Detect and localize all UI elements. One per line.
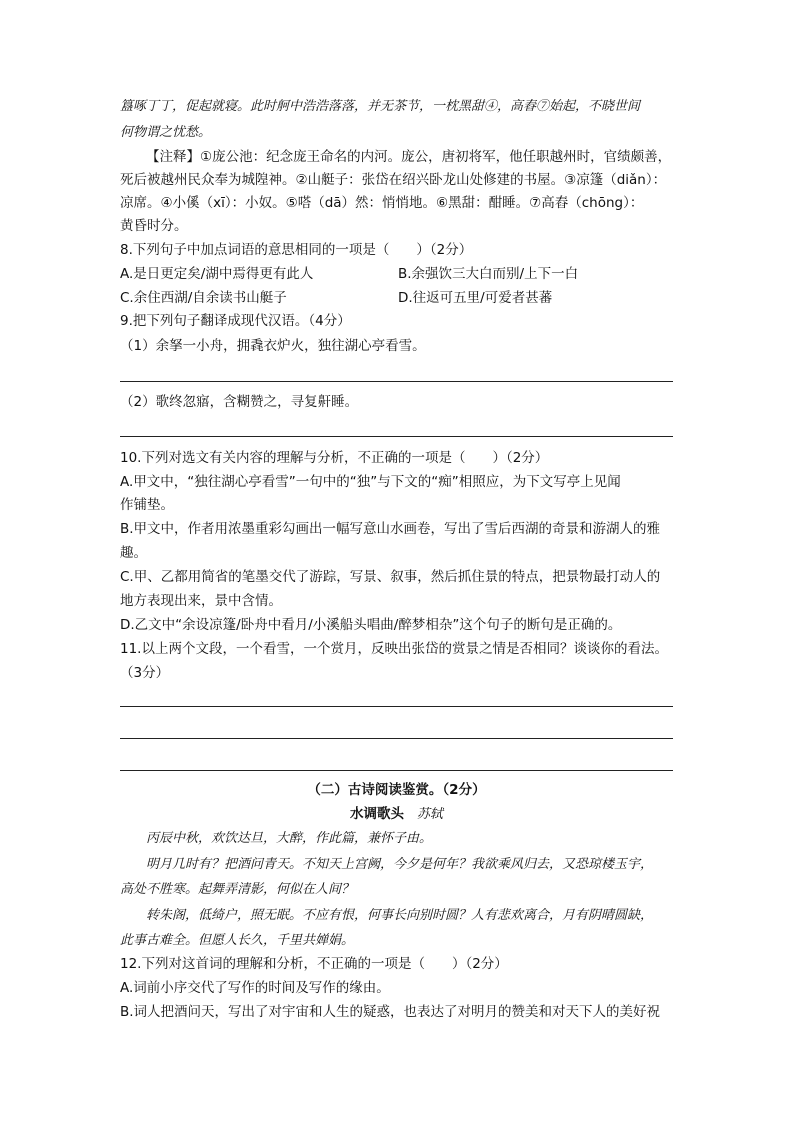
answer-line: [120, 770, 673, 771]
poem-line: 高处不胜寒。起舞弄清影，何似在人间？: [120, 882, 355, 897]
notes-line: 死后被越州民众奉为城隍神。②山艇子：张岱在绍兴卧龙山处修建的书屋。③凉篷（diǎn）：: [120, 172, 667, 188]
section-title: （二）古诗阅读鉴赏。（2分）: [307, 782, 486, 798]
option-a: A.甲文中，“独往湖心亭看雪”一句中的“独”与下文的“痴”相照应，为下文写亭上见闻: [120, 474, 621, 490]
option-b: B.甲文中，作者用浓墨重彩勾画出一幅写意山水画卷，写出了雪后西湖的奇景和游湖人的雅: [120, 521, 661, 537]
answer-line: [120, 381, 673, 382]
poem-title: 水调歌头: [350, 806, 405, 822]
option-b-cont: 趣。: [120, 545, 147, 561]
passage-line: 何物谓之忧愁。: [120, 125, 212, 140]
option-b: B.余强饮三大白而别/上下一白: [398, 266, 579, 282]
option-c-cont: 地方表现出来，景中含情。: [120, 593, 282, 609]
option-d: D.乙文中“余设凉篷/卧舟中看月/小溪船头唱曲/醉梦相杂”这个句子的断句是正确的。: [120, 617, 622, 633]
option-b: B.词人把酒问天，写出了对宇宙和人生的疑惑，也表达了对明月的赞美和对天下人的美好祝: [120, 1004, 661, 1020]
poem-author: 苏轼: [416, 807, 443, 822]
notes-line: [146, 148, 671, 166]
passage-line: 簋啄丁丁，促起就寝。此时舸中浩浩落落，并无茶节，一枕黑甜④，高舂⑦始起，不晓世间: [120, 99, 641, 114]
option-a: A.词前小序交代了写作的时间及写作的缘由。: [120, 980, 390, 996]
option-c: C.甲、乙都用简省的笔墨交代了游踪，写景、叙事，然后抓住景的特点，把景物最打动人的: [120, 569, 661, 585]
poem-line: 此事古难全。但愿人长久，千里共婵娟。: [120, 933, 355, 948]
question-stem: 10.下列对选文有关内容的理解与分析，不正确的一项是（ ）（2分）: [120, 450, 549, 466]
question-stem: 8.下列句子中加点词语的意思相同的一项是（ ）（2分）: [120, 242, 473, 258]
poem-heading: [120, 805, 673, 824]
translate-sentence: （1）余拏一小舟，拥毳衣炉火，独往湖心亭看雪。: [120, 338, 426, 354]
question-stem: 9.把下列句子翻译成现代汉语。（4分）: [120, 313, 351, 329]
option-d: D.往返可五里/可爱者甚蕃: [398, 290, 553, 306]
answer-line: [120, 706, 673, 707]
notes-text: ①庞公池：纪念庞王命名的内河。庞公，唐初将军，他任职越州时，官绩颇善，: [200, 149, 672, 165]
answer-line: [120, 738, 673, 739]
translate-sentence: （2）歌终忽寤，含糊赞之，寻复鼾睡。: [120, 394, 359, 410]
answer-line: [120, 436, 673, 437]
option-a-cont: 作铺垫。: [120, 497, 174, 513]
notes-label: 【注释】: [146, 149, 200, 165]
option-a: A.是日更定矣/湖中焉得更有此人: [120, 266, 314, 282]
question-stem: 11.以上两个文段，一个看雪，一个赏月，反映出张岱的赏景之情是否相同？谈谈你的看法。: [120, 641, 668, 657]
question-stem: 12.下列对这首词的理解和分析，不正确的一项是（ ）（2分）: [120, 956, 508, 972]
option-c: C.余住西湖/自余读书山艇子: [120, 290, 287, 306]
question-stem-cont: （3分）: [120, 665, 170, 681]
poem-preface: 丙辰中秋，欢饮达旦，大醉，作此篇，兼怀子由。: [146, 831, 433, 846]
poem-line: 明月几时有？把酒问青天。不知天上宫阙，今夕是何年？我欲乘风归去，又恐琼楼玉宇，: [146, 857, 654, 872]
notes-line: 凉席。④小傒（xī）：小奴。⑤嗒（dā）然：悄悄地。⑥黑甜：酣睡。⑦高舂（chōng）：: [120, 195, 644, 211]
notes-line: 黄昏时分。: [120, 218, 188, 234]
poem-line: 转朱阁，低绮户，照无眠。不应有恨，何事长向别时圆？人有悲欢离合，月有阴晴圆缺，: [146, 908, 654, 923]
